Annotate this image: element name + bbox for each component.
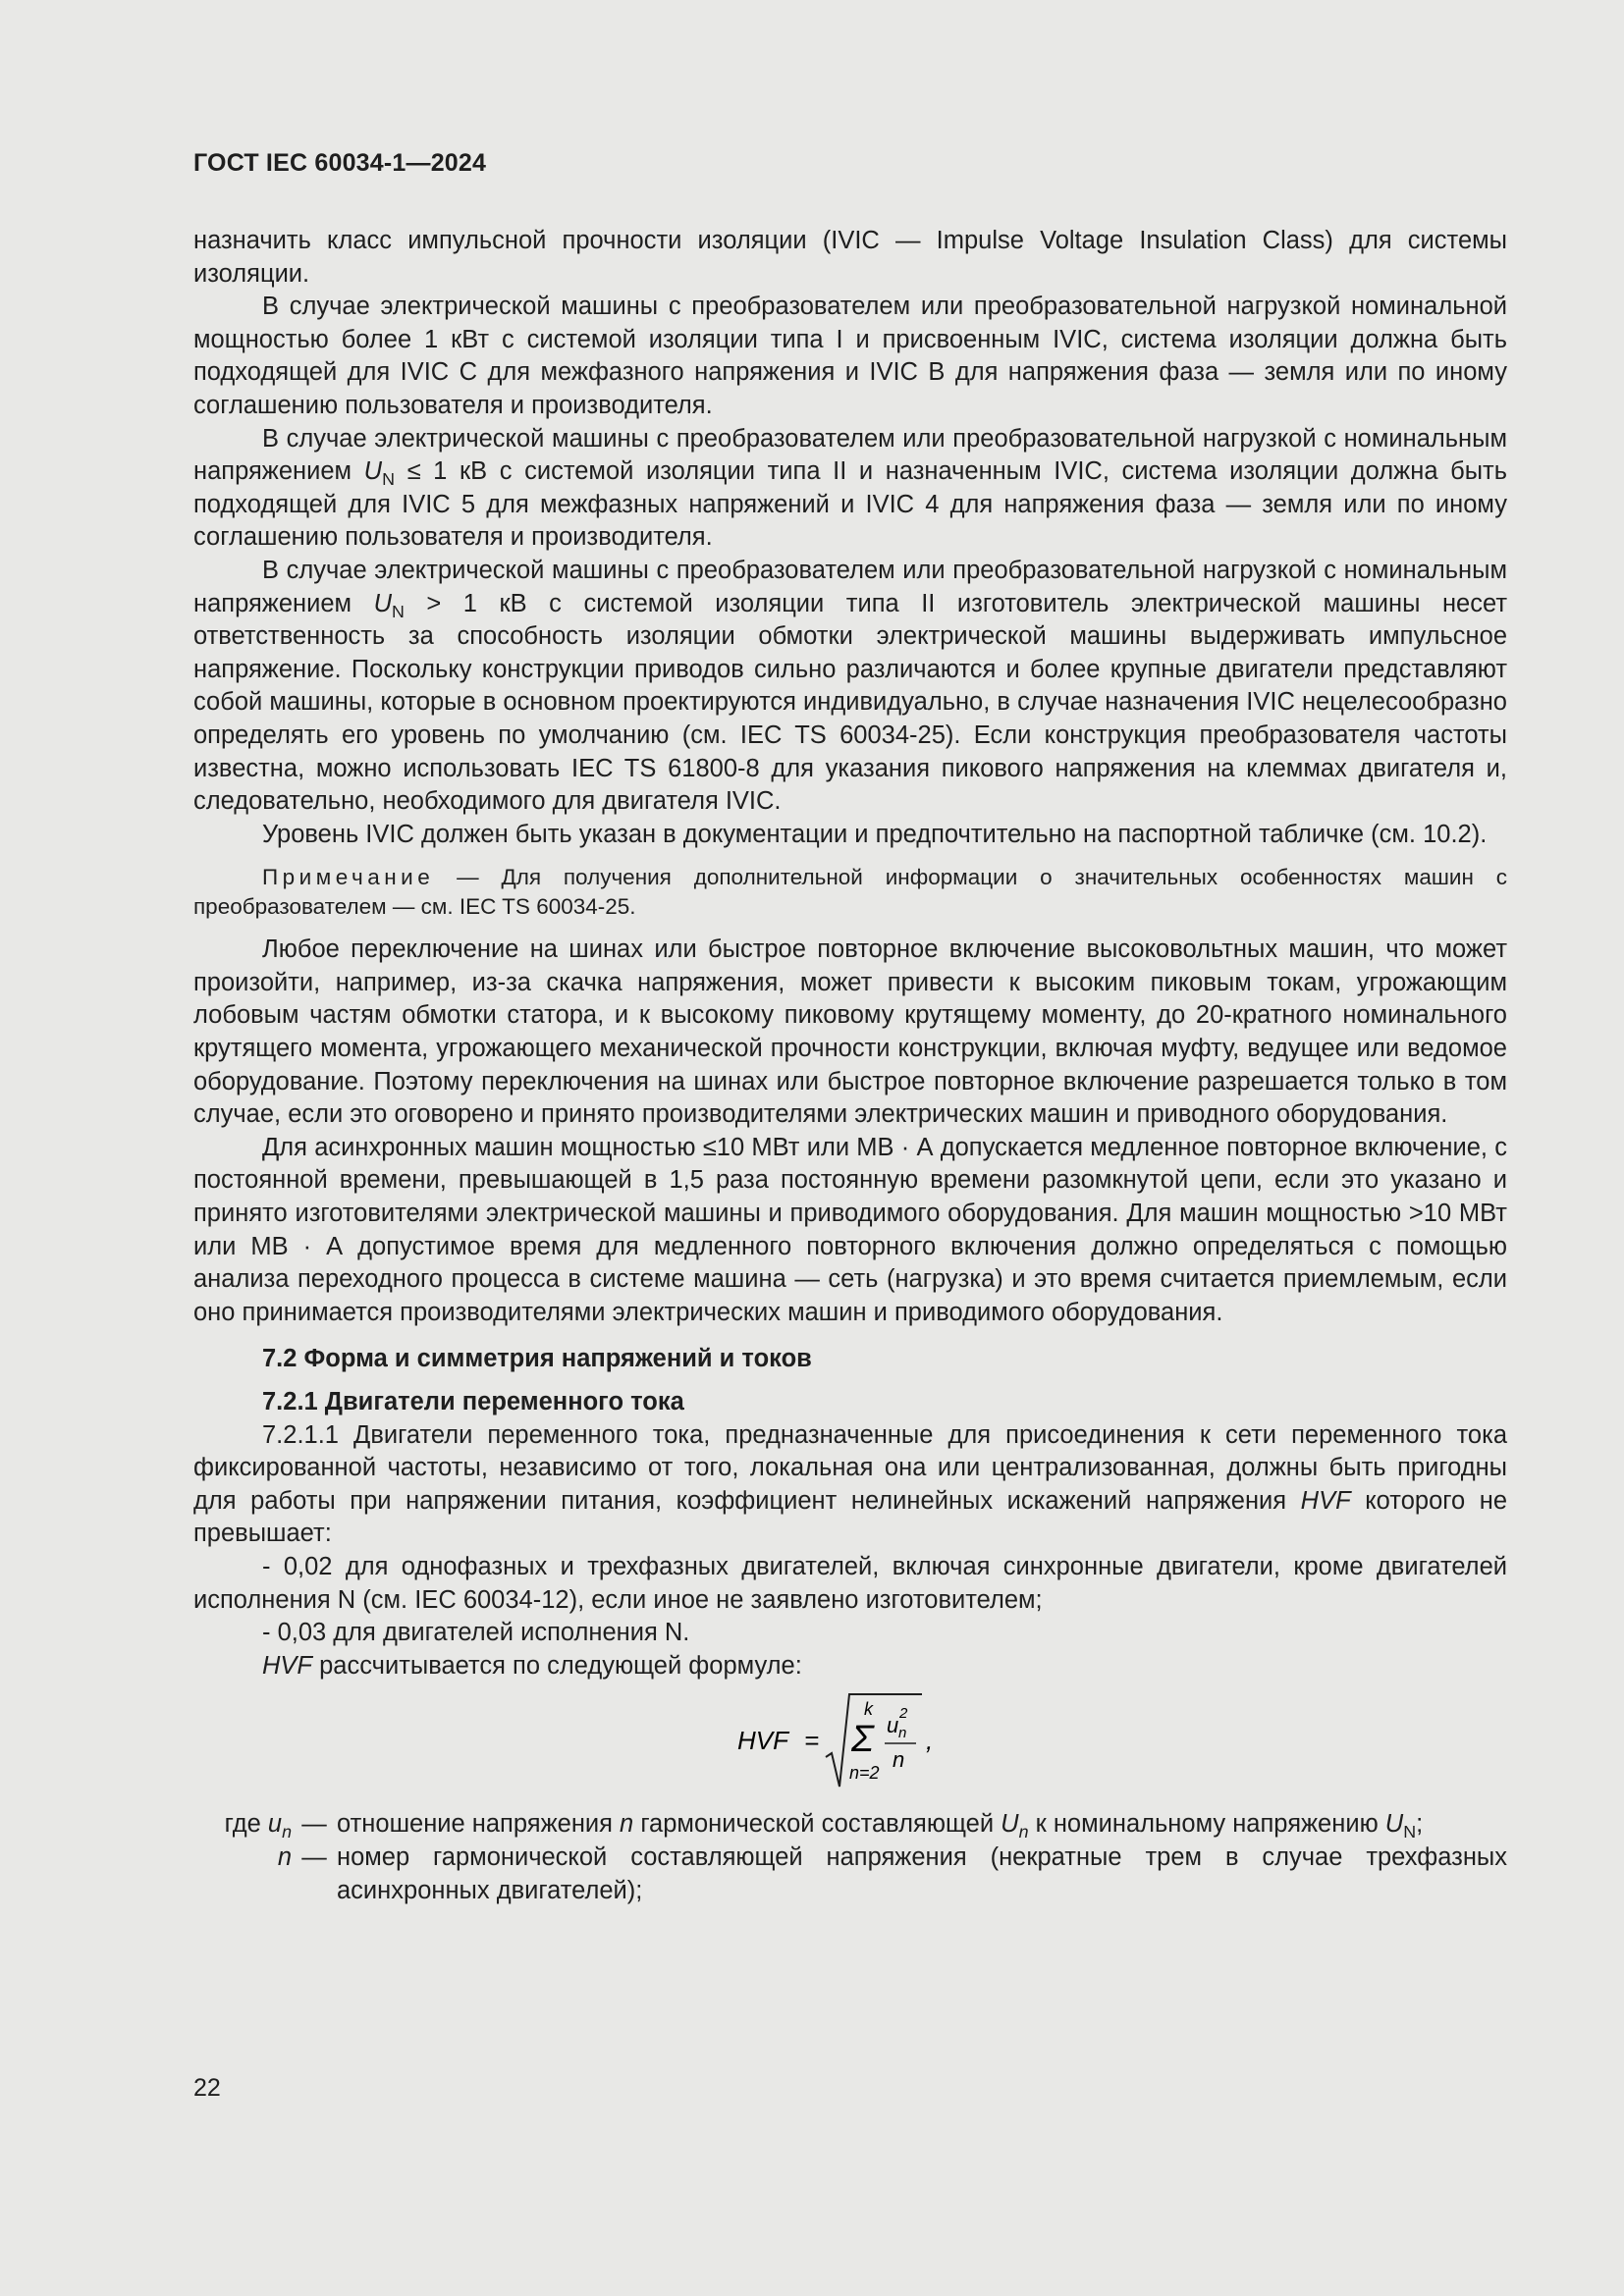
definition-row: где $u_n$ — отношение напряжения n гармонической составляющей $U_n$ к номинальному напряжению $U_N$; — [224, 1810, 1424, 1842]
definition-row: n — номер гармонической составляющей напряжения (некратные трем в случае трехфазных асинхронных двигателей); — [277, 1842, 1507, 1904]
paragraph: 7.2.1.1 Двигатели переменного тока, предназначенные для присоединения к сети переменного тока фиксированной частоты, независимо от того, локальная она или централизованная, должны быть пригодны для работы при напряжении питания, коэффициент нелинейных искажений напряжения HVF которого не превышает: — [193, 1420, 1508, 1548]
paragraph: В случае электрической машины с преобразователем или преобразовательной нагрузкой с номинальным напряжением $U_N \le 1$ кВ с системой изоляции типа II и назначенным IVIC, система изоляции должна быть подходящей для IVIC 5 для межфазных напряжений и IVIC 4 для напряжения фаза — земля или по иному соглашению пользователя и производителя. — [193, 424, 1508, 552]
body-text — [193, 225, 1507, 1907]
section-heading-7-2: 7.2 Форма и симметрия напряжений и токов — [262, 1345, 812, 1373]
section-heading-7-2-1: 7.2.1 Двигатели переменного тока — [262, 1388, 684, 1415]
paragraph: Любое переключение на шинах или быстрое повторное включение высоковольтных машин, что может произойти, например, из-за скачка напряжения, может привести к высоким пиковым токам, угрожающим лобовым частям обмотки статора, и к высокому пиковому крутящему моменту, до 20-кратного номинального крутящего момента, угрожающего механической прочности конструкции, включая муфту, ведущее или ведомое оборудование. Поэтому переключения на шинах или быстрое повторное включение разрешается только в том случае, если это оговорено и принято производителями электрических машин и приводного оборудования. — [193, 935, 1507, 1129]
note-label: Примечание — [262, 865, 435, 890]
paragraph: В случае электрической машины с преобразователем или преобразовательной нагрузкой с номинальным напряжением $U_N > 1$ кВ с системой изоляции типа II изготовитель электрической машины несет ответственность за способность изоляции обмотки электрической машины выдерживать импульсное напряжение. Поскольку конструкции приводов сильно различаются и более крупные двигатели представляют собой машины, которые в основном проектируются индивидуально, в случае назначения IVIC нецелесообразно определять его уровень по умолчанию (см. IEC TS 60034-25). Если конструкция преобразователя частоты известна, можно использовать IEC TS 61800-8 для указания пикового напряжения на клеммах двигателя и, следовательно, необходимого для двигателя IVIC. — [193, 556, 1507, 816]
paragraph: назначить класс импульсной прочности изоляции (IVIC — Impulse Voltage Insulation Class) для системы изоляции. — [193, 227, 1507, 288]
sum-lower-limit: n=2 — [849, 1763, 880, 1784]
formula-lhs: HVF — [737, 1726, 788, 1756]
sum-upper-limit: k — [864, 1699, 873, 1720]
note-text: — Для получения дополнительной информации о значительных особенностях машин с преобразователем — см. IEC TS 60034-25. — [193, 865, 1507, 920]
note — [193, 863, 1507, 922]
numerator-superscript: 2 — [899, 1705, 908, 1723]
formula-eq: = — [804, 1726, 820, 1756]
paragraph: Для асинхронных машин мощностью ≤10 МВт или МВ · А допускается медленное повторное включение, с постоянной времени, превышающей в 1,5 раза постоянную времени разомкнутой цепи, если это указано и принято изготовителями электрической машины и приводимого оборудования. Для машин мощностью >10 МВт или МВ · А допустимое время для медленного повторного включения должно определяться с помощью анализа переходного процесса в системе машина — сеть (нагрузка) и это время считается приемлемым, если оно принимается производителями электрических машин и приводимого оборудования. — [193, 1133, 1507, 1326]
list-item: - 0,03 для двигателей исполнения N. — [262, 1619, 690, 1647]
sum-sign: Σ — [851, 1719, 874, 1761]
page-number: 22 — [193, 2074, 221, 2102]
fraction-denominator: n — [893, 1747, 905, 1773]
fraction-numerator: u — [887, 1713, 899, 1738]
paragraph: Уровень IVIC должен быть указан в документации и предпочтительно на паспортной табличке (см. 10.2). — [262, 820, 1488, 848]
numerator-subscript: n — [898, 1725, 907, 1742]
paragraph: HVF рассчитывается по следующей формуле: — [262, 1651, 802, 1680]
list-item: - 0,02 для однофазных и трехфазных двигателей, включая синхронные двигатели, кроме двигателей исполнения N (см. IEC 60034-12), если иное не заявлено изготовителем; — [193, 1552, 1507, 1614]
formula-svg — [737, 1688, 963, 1794]
definitions-list — [193, 1808, 1507, 1907]
paragraph: В случае электрической машины с преобразователем или преобразовательной нагрузкой номинальной мощностью более 1 кВт с системой изоляции типа I и присвоенным IVIC, система изоляции должна быть подходящей для IVIC C для межфазного напряжения и IVIC B для напряжения фаза — земля или по иному соглашению пользователя и производителя. — [193, 293, 1507, 419]
hvf-formula — [193, 1682, 1507, 1800]
formula-comma: , — [926, 1726, 934, 1756]
document-header: ГОСТ IEC 60034-1—2024 — [193, 149, 487, 177]
